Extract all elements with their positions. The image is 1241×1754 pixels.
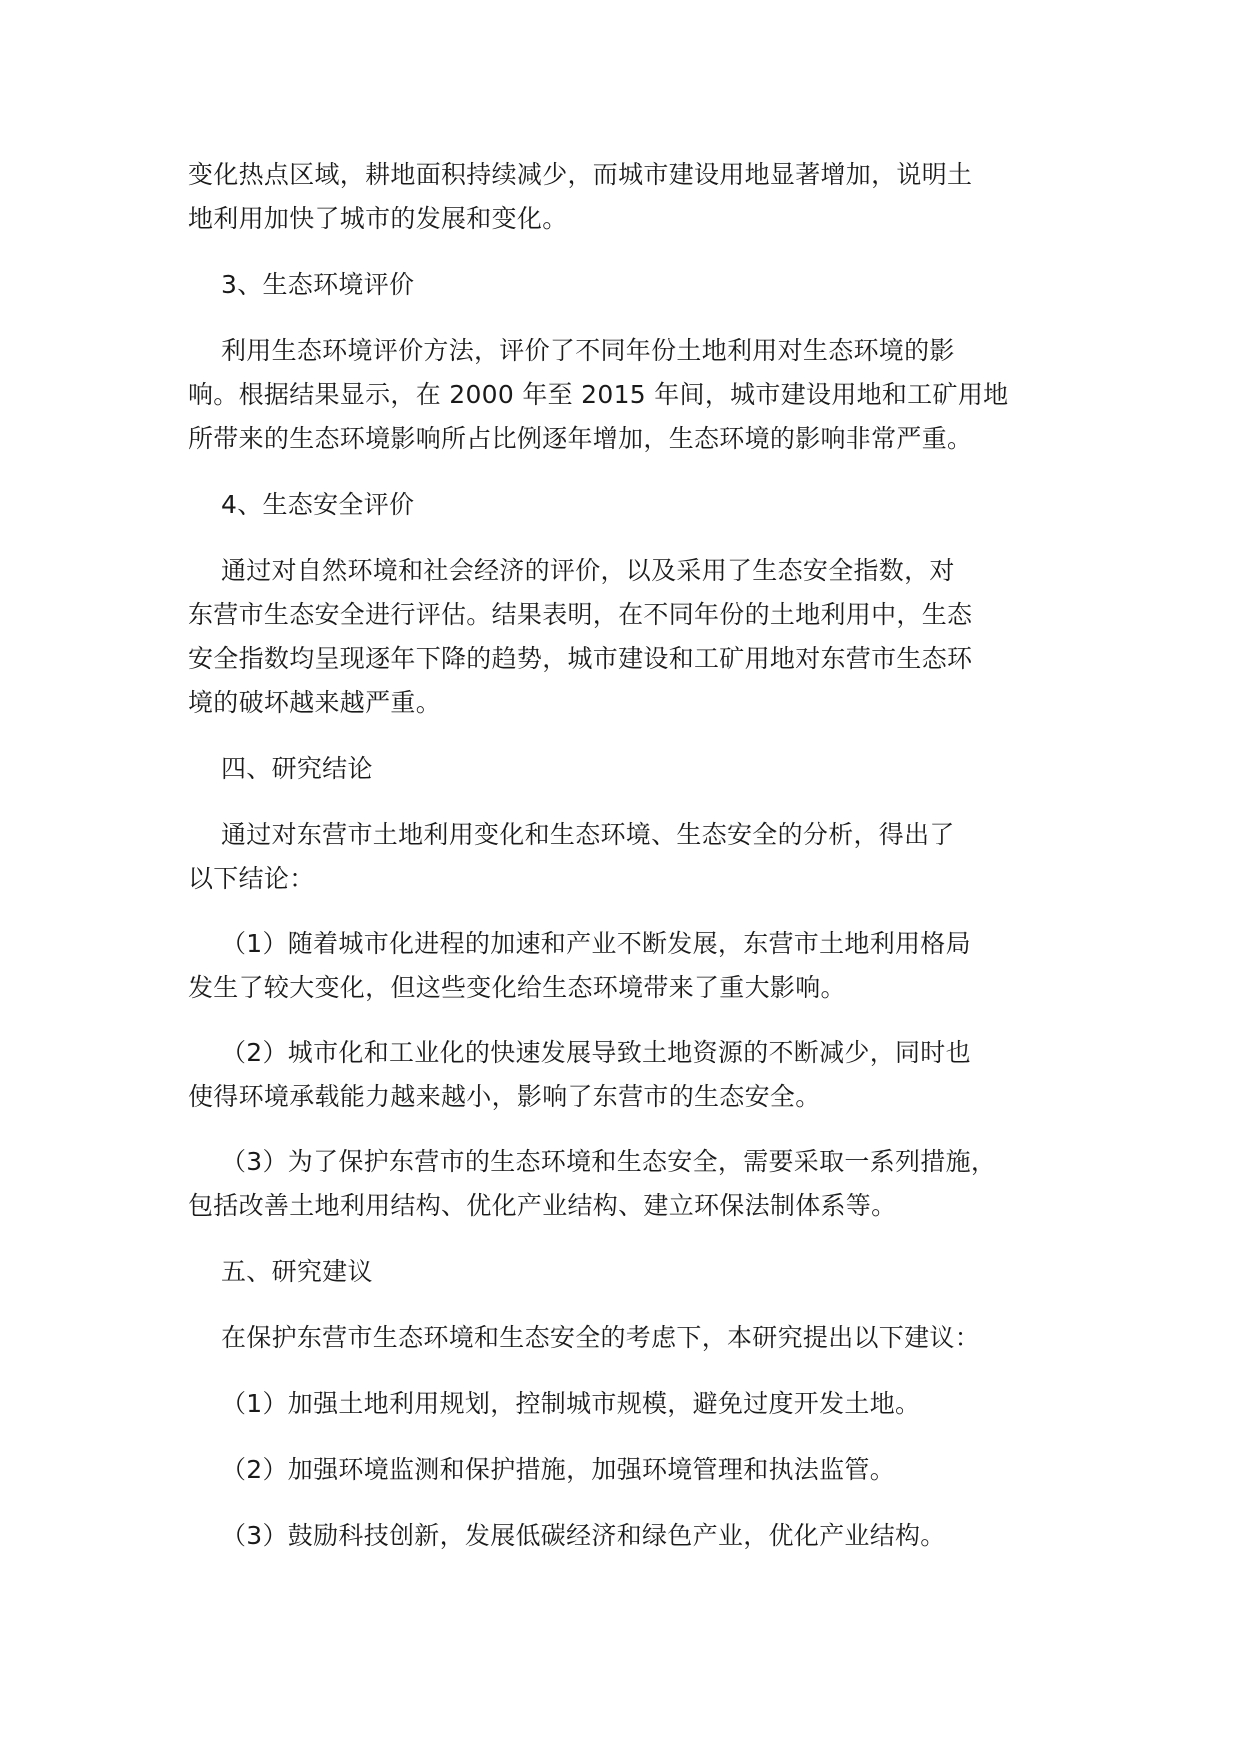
paragraph	[188, 813, 1088, 901]
paragraph-continuation	[188, 153, 1088, 241]
text-line: 变化热点区域，耕地面积持续减少，而城市建设用地显著增加，说明土	[188, 160, 973, 189]
list-item: （1）加强土地利用规划，控制城市规模，避免过度开发土地。	[188, 1389, 921, 1418]
text-line: 通过对自然环境和社会经济的评价，以及采用了生态安全指数，对	[188, 556, 955, 585]
text-line: 通过对东营市土地利用变化和生态环境、生态安全的分析，得出了	[188, 820, 955, 849]
text-line: 包括改善土地利用结构、优化产业结构、建立环保法制体系等。	[188, 1191, 897, 1220]
text-line: 东营市生态安全进行评估。结果表明，在不同年份的土地利用中，生态	[188, 600, 973, 629]
text-line: 以下结论：	[188, 864, 315, 893]
text-line: 发生了较大变化，但这些变化给生态环境带来了重大影响。	[188, 973, 846, 1002]
text-line: 响。根据结果显示，在 2000 年至 2015 年间，城市建设用地和工矿用地	[188, 380, 1009, 409]
section-heading: 3、生态环境评价	[188, 270, 415, 299]
paragraph	[188, 329, 1088, 461]
text-line: 所带来的生态环境影响所占比例逐年增加，生态环境的影响非常严重。	[188, 424, 973, 453]
section-heading: 四、研究结论	[188, 754, 373, 783]
list-item: （2）加强环境监测和保护措施，加强环境管理和执法监管。	[188, 1455, 895, 1484]
paragraph	[188, 549, 1088, 725]
section-heading: 4、生态安全评价	[188, 490, 415, 519]
text-line: （1）随着城市化进程的加速和产业不断发展，东营市土地利用格局	[188, 929, 971, 958]
text-line: （2）城市化和工业化的快速发展导致土地资源的不断减少，同时也	[188, 1038, 971, 1067]
text-line: 地利用加快了城市的发展和变化。	[188, 204, 568, 233]
document-page	[188, 153, 1088, 1558]
text-line: （3）为了保护东营市的生态环境和生态安全，需要采取一系列措施，	[188, 1147, 997, 1176]
text-line: 境的破坏越来越严重。	[188, 688, 442, 717]
list-item	[188, 1031, 1088, 1119]
text-line: 安全指数均呈现逐年下降的趋势，城市建设和工矿用地对东营市生态环	[188, 644, 973, 673]
list-item	[188, 1140, 1088, 1228]
text-line: 使得环境承载能力越来越小，影响了东营市的生态安全。	[188, 1082, 821, 1111]
list-item: （3）鼓励科技创新，发展低碳经济和绿色产业，优化产业结构。	[188, 1521, 946, 1550]
text-line: 利用生态环境评价方法，评价了不同年份土地利用对生态环境的影	[188, 336, 955, 365]
list-item	[188, 922, 1088, 1010]
paragraph: 在保护东营市生态环境和生态安全的考虑下，本研究提出以下建议：	[188, 1323, 980, 1352]
section-heading: 五、研究建议	[188, 1257, 373, 1286]
